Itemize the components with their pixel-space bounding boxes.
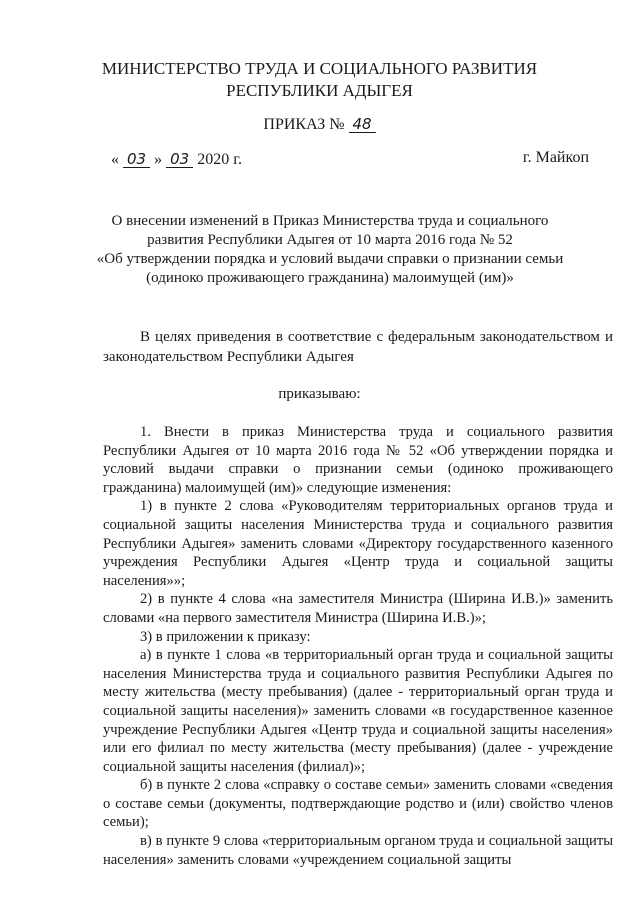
preamble-text: В целях приведения в соответствие с федеральным законодательством и законодательством Республики Адыгея — [103, 329, 613, 365]
body-paragraph: 1) в пункте 2 слова «Руководителям территориальных органов труда и социальной защиты населения Министерства труда и социального развития Республики Адыгея» заменить словами «Директору государственного казенного учреждения Республики Адыгея «Центр труда и социальной защиты населения»»; — [103, 498, 613, 589]
order-heading — [0, 114, 639, 136]
order-label: ПРИКАЗ № — [263, 116, 345, 133]
order-title — [90, 212, 570, 288]
date-open-quote: « — [111, 151, 119, 168]
order-date — [111, 150, 242, 170]
ministry-name-line2: РЕСПУБЛИКИ АДЫГЕЯ — [226, 81, 413, 100]
body-paragraph: б) в пункте 2 слова «справку о составе семьи» заменить словами «сведения о составе семьи (документы, подтверждающие родство и (или) свойство членов семьи); — [103, 777, 613, 831]
title-line: О внесении изменений в Приказ Министерства труда и социального — [111, 213, 549, 229]
date-close-quote: » — [154, 151, 163, 168]
decree-word: приказываю: — [278, 386, 361, 402]
order-body — [103, 423, 613, 869]
title-line: «Об утверждении порядка и условий выдачи справки о признании семьи — [96, 251, 564, 267]
order-number: 48 — [349, 116, 376, 133]
body-paragraph: 3) в приложении к приказу: — [140, 628, 311, 645]
title-line: (одиноко проживающего гражданина) малоимущей (им)» — [146, 270, 514, 286]
date-month: 03 — [166, 151, 193, 168]
city-name: г. Майкоп — [522, 149, 589, 166]
ministry-header — [0, 58, 639, 102]
ministry-name-line1: МИНИСТЕРСТВО ТРУДА И СОЦИАЛЬНОГО РАЗВИТИЯ — [101, 59, 538, 78]
body-paragraph: в) в пункте 9 слова «территориальным органом труда и социальной защиты населения» заменить словами «учреждением социальной защиты — [103, 833, 613, 868]
body-paragraph: 1. Внести в приказ Министерства труда и социального развития Республики Адыгея от 10 марта 2016 года № 52 «Об утверждении порядка и условий выдачи справки о признании семьи (одиноко проживающего гражданина) малоимущей (им)» следующие изменения: — [103, 424, 613, 496]
body-paragraph: 2) в пункте 4 слова «на заместителя Министра (Ширина И.В.)» заменить словами «на первого заместителя Министра (Ширина И.В.)»; — [103, 591, 613, 626]
date-day: 03 — [123, 151, 150, 168]
title-line: развития Республики Адыгея от 10 марта 2016 года № 52 — [147, 232, 513, 248]
date-year: 2020 г. — [197, 151, 242, 168]
body-paragraph: а) в пункте 1 слова «в территориальный орган труда и социальной защиты населения Министерства труда и социального развития Республики Адыгея по месту жительства (месту пребывания) (далее - территориальный орган труда и социальной защиты населения)» заменить словами «в государственное казенное учреждение Республики Адыгея «Центр труда и социальной защиты населения» или его филиал по месту жительства (месту пребывания) (далее - учреждение социальной защиты населения (филиал)»; — [103, 647, 613, 775]
